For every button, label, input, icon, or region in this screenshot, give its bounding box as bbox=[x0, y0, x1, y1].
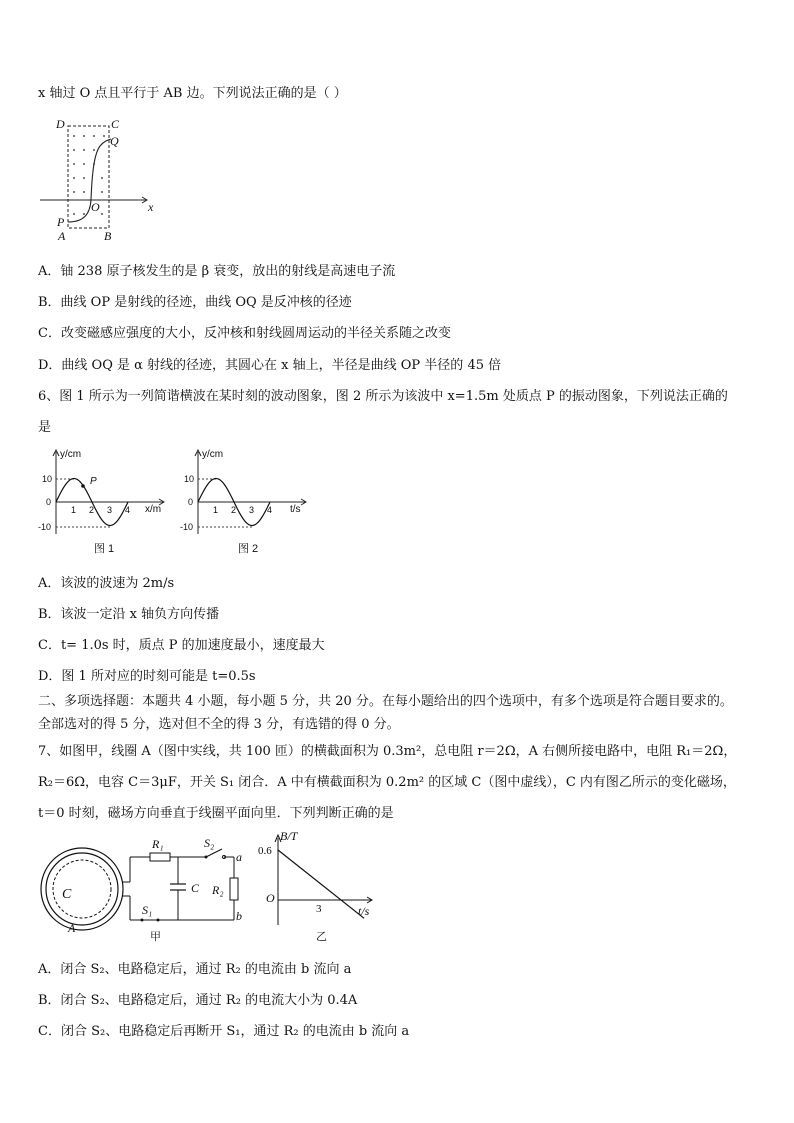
label-x: x bbox=[148, 200, 154, 214]
q7-stem-line2: R₂＝6Ω，电容 C＝3μF，开关 S₁ 闭合．A 中有横截面积为 0.2m² 的区域 C（图中虚线），C 内有图乙所示的变化磁场， bbox=[38, 775, 736, 790]
y-tick-neg10: -10 bbox=[38, 522, 52, 532]
q6-option-a: A．该波的波速为 2m/s bbox=[38, 576, 175, 591]
q7-stem-line3: t＝0 时刻，磁场方向垂直于线圈平面向里．下列判断正确的是 bbox=[38, 806, 394, 821]
q6-option-c: C．t= 1.0s 时，质点 P 的加速度最小，速度最大 bbox=[38, 638, 325, 653]
resistor-r2 bbox=[230, 878, 238, 900]
x-tick-1: 1 bbox=[213, 505, 219, 515]
q7-circuit-figure-jia bbox=[38, 834, 268, 946]
q6-option-b: B．该波一定沿 x 轴负方向传播 bbox=[38, 607, 220, 622]
q6-stem-line2: 是 bbox=[38, 420, 52, 435]
q7-option-a: A．闭合 S₂、电路稳定后，通过 R₂ 的电流由 b 流向 a bbox=[38, 962, 352, 977]
terminal-b-label: b bbox=[236, 909, 242, 923]
label-D: D bbox=[56, 117, 65, 131]
point-p-marker bbox=[81, 484, 85, 488]
label-C: C bbox=[111, 117, 120, 131]
section2-instructions-line1: 二、多项选择题：本题共 4 小题，每小题 5 分，共 20 分。在每小题给出的四个选项中，有多个选项是符合题目要求的。 bbox=[38, 694, 733, 709]
x-tick-4: 4 bbox=[267, 505, 273, 515]
origin-label: O bbox=[266, 891, 275, 905]
q6-figure-1 bbox=[38, 446, 178, 556]
coil-a-label: A bbox=[68, 921, 76, 935]
q5-option-d: D．曲线 OQ 是 α 射线的径迹，其圆心在 x 轴上，半径是曲线 OP 半径的 45 倍 bbox=[38, 358, 502, 373]
q5-intro: x 轴过 O 点且平行于 AB 边。下列说法正确的是（ ） bbox=[38, 86, 347, 101]
x-value-label: 3 bbox=[316, 903, 322, 915]
x-tick-1: 1 bbox=[71, 505, 77, 515]
y-value-label: 0.6 bbox=[258, 845, 272, 857]
figure-1-caption: 图 1 bbox=[94, 543, 115, 555]
label-O: O bbox=[91, 200, 100, 214]
q7-option-c: C．闭合 S₂、电路稳定后再断开 S₁，通过 R₂ 的电流由 b 流向 a bbox=[38, 1024, 410, 1039]
terminal-a-label: a bbox=[236, 850, 242, 864]
label-Q: Q bbox=[110, 134, 119, 148]
y-tick-10: 10 bbox=[42, 474, 53, 484]
x-tick-4: 4 bbox=[125, 505, 131, 515]
figure-2-caption: 图 2 bbox=[238, 543, 259, 555]
q7-b-t-graph-yi bbox=[258, 830, 378, 945]
coil-a-inner bbox=[46, 853, 118, 925]
figure-jia-caption: 甲 bbox=[150, 931, 161, 943]
section2-instructions-line2: 全部选对的得 5 分，选对但不全的得 3 分，有选错的得 0 分。 bbox=[38, 717, 400, 732]
s2-label: S₂ bbox=[204, 836, 215, 850]
y-tick-0: 0 bbox=[188, 497, 194, 507]
field-region bbox=[68, 126, 109, 228]
x-tick-2: 2 bbox=[89, 505, 95, 515]
x-tick-3: 3 bbox=[249, 505, 255, 515]
x-axis-label: t/s bbox=[358, 904, 370, 918]
y-tick-10: 10 bbox=[184, 474, 195, 484]
q7-option-b: B．闭合 S₂、电路稳定后，通过 R₂ 的电流大小为 0.4A bbox=[38, 993, 358, 1008]
x-tick-2: 2 bbox=[231, 505, 237, 515]
q6-stem-line1: 6、图 1 所示为一列简谐横波在某时刻的波动图象，图 2 所示为该波中 x=1.5m 处质点 P 的振动图象，下列说法正确的 bbox=[38, 389, 728, 404]
figure-yi-caption: 乙 bbox=[316, 931, 327, 943]
track-OP bbox=[68, 200, 91, 222]
q5-option-c: C．改变磁感应强度的大小，反冲核和射线圆周运动的半径关系随之改变 bbox=[38, 326, 451, 341]
q6-figure-2 bbox=[180, 446, 320, 556]
q5-track-figure bbox=[38, 114, 158, 244]
switch-s2 bbox=[206, 849, 222, 857]
region-c-label: C bbox=[62, 887, 72, 902]
label-B: B bbox=[104, 229, 112, 243]
q6-option-d: D．图 1 所对应的时刻可能是 t=0.5s bbox=[38, 669, 256, 684]
x-axis-label: x/m bbox=[145, 504, 162, 515]
label-P: P bbox=[57, 215, 65, 229]
resistor-r1 bbox=[150, 853, 170, 861]
x-axis-label: t/s bbox=[290, 504, 301, 515]
q5-option-b: B．曲线 OP 是射线的径迹，曲线 OQ 是反冲核的径迹 bbox=[38, 295, 352, 310]
y-tick-neg10: -10 bbox=[180, 522, 194, 532]
track-OQ bbox=[91, 139, 111, 200]
field-dots bbox=[73, 135, 105, 215]
q5-option-a: A．铀 238 原子核发生的是 β 衰变，放出的射线是高速电子流 bbox=[38, 264, 396, 279]
r1-label: R₁ bbox=[152, 837, 164, 851]
y-axis-label: y/cm bbox=[60, 449, 82, 460]
s1-label: S₁ bbox=[142, 903, 153, 917]
point-p-label: P bbox=[90, 476, 97, 487]
q7-stem-line1: 7、如图甲，线圈 A（图中实线，共 100 匝）的横截面积为 0.3m²，总电阻 r＝2Ω，A 右侧所接电路中，电阻 R₁＝2Ω， bbox=[38, 744, 737, 759]
x-tick-3: 3 bbox=[107, 505, 113, 515]
label-A: A bbox=[58, 229, 66, 243]
y-tick-0: 0 bbox=[46, 497, 52, 507]
r2-label: R₂ bbox=[212, 883, 224, 897]
y-axis-label: y/cm bbox=[202, 449, 224, 460]
capacitor-label: C bbox=[191, 881, 200, 895]
y-axis-label: B/T bbox=[280, 829, 298, 843]
